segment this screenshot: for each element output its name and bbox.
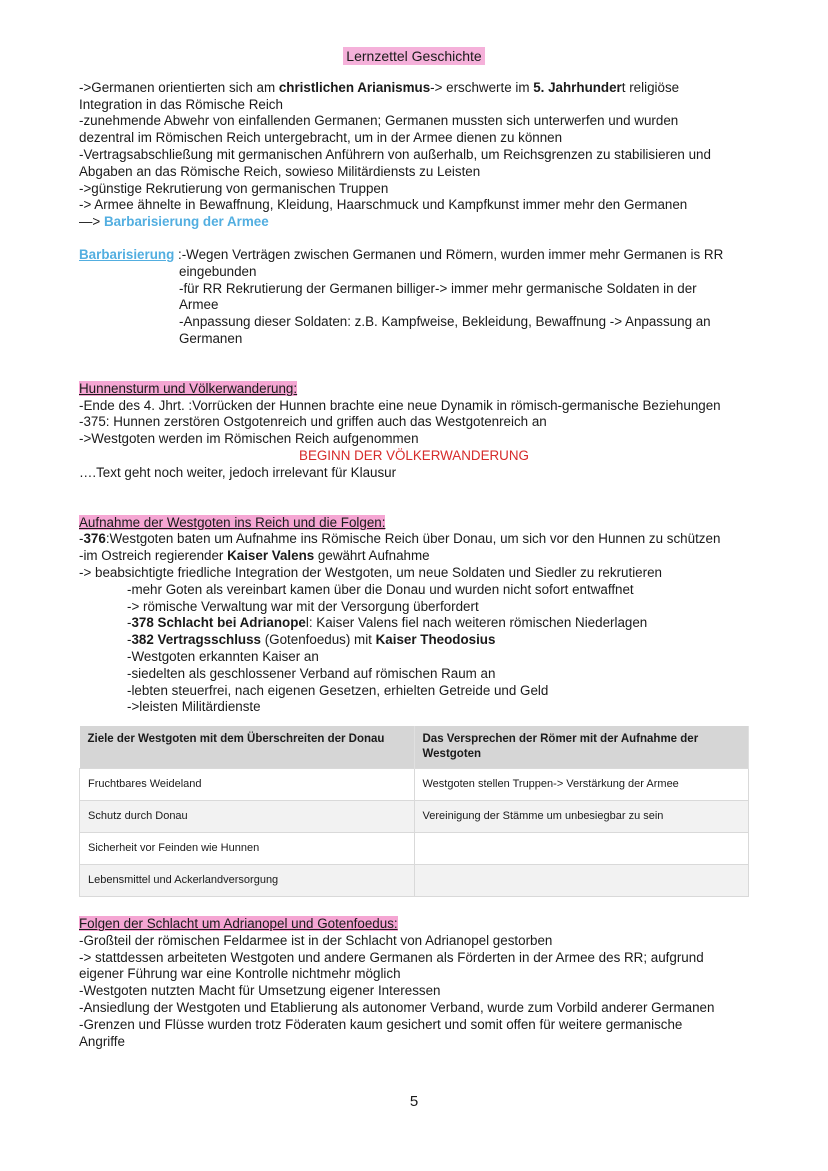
folgen-line-7: Angriffe (79, 1033, 125, 1049)
indented-item: ->leisten Militärdienste (127, 699, 261, 715)
aufnahme-line-1: -376:Westgoten baten um Aufnahme ins Römische Reich über Donau, um sich vor den Hunnen zu schützen (79, 531, 721, 547)
aufnahme-line-2: -im Ostreich regierender Kaiser Valens gewährt Aufnahme (79, 548, 430, 564)
definition-term: Barbarisierung (79, 246, 175, 262)
folgen-line-1: -Großteil der römischen Feldarmee ist in der Schlacht von Adrianopel gestorben (79, 932, 553, 948)
intro-line-3: -zunehmende Abwehr von einfallenden Germanen; Germanen mussten sich unterwerfen und wurden (79, 113, 679, 129)
aufnahme-section (79, 515, 749, 717)
section-heading-folgen: Folgen der Schlacht um Adrianopel und Gotenfoedus: (79, 916, 398, 932)
table-cell: Lebensmittel und Ackerlandversorgung (80, 865, 415, 897)
folgen-line-4: -Westgoten nutzten Macht für Umsetzung eigener Interessen (79, 983, 441, 999)
table-header-row (80, 726, 749, 769)
table-cell: Westgoten stellen Truppen-> Verstärkung der Armee (414, 769, 749, 801)
indented-item: -lebten steuerfrei, nach eigenen Gesetzen, erhielten Getreide und Geld (127, 682, 549, 698)
definition-body: :-Wegen Verträgen zwischen Germanen und Römern, wurden immer mehr Germanen is RR eingebunden -für RR Rekrutierung der Germanen billiger-> immer mehr germanische Soldaten in der Armee -Anpassung dieser Soldaten: z.B. Kampfweise, Bekleidung, Bewaffnung -> Anpassung an Germanen (178, 246, 724, 346)
folgen-line-3: eigener Führung war eine Kontrolle nichtmehr möglich (79, 966, 401, 982)
table-cell: Vereinigung der Stämme um unbesiegbar zu sein (414, 801, 749, 833)
table-cell: Schutz durch Donau (80, 801, 415, 833)
barbarisierung-section (79, 247, 749, 348)
table-cell: Sicherheit vor Feinden wie Hunnen (80, 833, 415, 865)
aufnahme-indented-list (79, 582, 749, 716)
indented-item: -siedelten als geschlossener Verband auf römischen Raum an (127, 665, 496, 681)
indented-item: -378 Schlacht bei Adrianopel: Kaiser Valens fiel nach weiteren römischen Niederlagen (127, 615, 648, 631)
intro-line-5: -Vertragsabschließung mit germanischen Anführern von außerhalb, um Reichsgrenzen zu stabilisieren und (79, 146, 711, 162)
comparison-table (79, 726, 749, 897)
table-cell: Fruchtbares Weideland (80, 769, 415, 801)
intro-line-6: Abgaben an das Römische Reich, sowieso Militärdiensts zu Leisten (79, 163, 481, 179)
hunnen-line-4: ….Text geht noch weiter, jedoch irrelevant für Klausur (79, 464, 397, 480)
indented-item: -mehr Goten als vereinbart kamen über die Donau und wurden nicht sofort entwaffnet (127, 581, 634, 597)
folgen-line-6: -Grenzen und Flüsse wurden trotz Föderaten kaum gesichert und somit offen für weitere germanische (79, 1016, 683, 1032)
page-number: 5 (409, 1093, 419, 1110)
folgen-line-5: -Ansiedlung der Westgoten und Etablierung als autonomer Verband, wurde zum Vorbild anderer Germanen (79, 1000, 715, 1016)
indented-item: -Westgoten erkannten Kaiser an (127, 648, 319, 664)
document-page (79, 48, 749, 1050)
hunnen-line-3: ->Westgoten werden im Römischen Reich aufgenommen (79, 431, 419, 447)
intro-line-9: —> Barbarisierung der Armee (79, 214, 269, 230)
barbarisierung-armee-highlight: Barbarisierung der Armee (103, 214, 269, 230)
aufnahme-line-3: -> beabsichtigte friedliche Integration der Westgoten, um neue Soldaten und Siedler zu rekrutieren (79, 564, 662, 580)
definition-row (79, 247, 749, 348)
section-heading-aufnahme: Aufnahme der Westgoten ins Reich und die Folgen: (79, 514, 386, 530)
hunnen-section (79, 381, 749, 482)
table-header-cell: Ziele der Westgoten mit dem Überschreiten der Donau (80, 726, 415, 769)
table-row (80, 769, 749, 801)
intro-line-1: ->Germanen orientierten sich am christlichen Arianismus-> erschwerte im 5. Jahrhundert religiöse (79, 79, 680, 95)
table-row (80, 801, 749, 833)
intro-line-2: Integration in das Römische Reich (79, 96, 283, 112)
intro-section (79, 80, 749, 231)
folgen-section (79, 916, 749, 1050)
folgen-line-2: -> stattdessen arbeiteten Westgoten und andere Germanen als Förderten in der Armee des RR; aufgrund (79, 949, 704, 965)
page-title: Lernzettel Geschichte (343, 47, 484, 65)
table-row (80, 833, 749, 865)
indented-item: -382 Vertragsschluss (Gotenfoedus) mit Kaiser Theodosius (127, 632, 496, 648)
intro-line-8: -> Armee ähnelte in Bewaffnung, Kleidung, Haarschmuck und Kampfkunst immer mehr den Germanen (79, 197, 688, 213)
table-cell (414, 833, 749, 865)
title-wrap (79, 48, 749, 66)
table-header-cell: Das Versprechen der Römer mit der Aufnahme der Westgoten (414, 726, 749, 769)
intro-line-4: dezentral im Römischen Reich untergebracht, um in der Armee dienen zu können (79, 130, 563, 146)
section-heading-hunnen: Hunnensturm und Völkerwanderung: (79, 380, 298, 396)
table-cell (414, 865, 749, 897)
voelkerwanderung-banner: BEGINN DER VÖLKERWANDERUNG (299, 447, 529, 463)
hunnen-line-2: -375: Hunnen zerstören Ostgotenreich und griffen auch das Westgotenreich an (79, 414, 547, 430)
hunnen-line-1: -Ende des 4. Jhrt. :Vorrücken der Hunnen brachte eine neue Dynamik in römisch-germanische Beziehungen (79, 397, 721, 413)
table-row (80, 865, 749, 897)
indented-item: -> römische Verwaltung war mit der Versorgung überfordert (127, 598, 479, 614)
intro-line-7: ->günstige Rekrutierung von germanischen Truppen (79, 180, 389, 196)
